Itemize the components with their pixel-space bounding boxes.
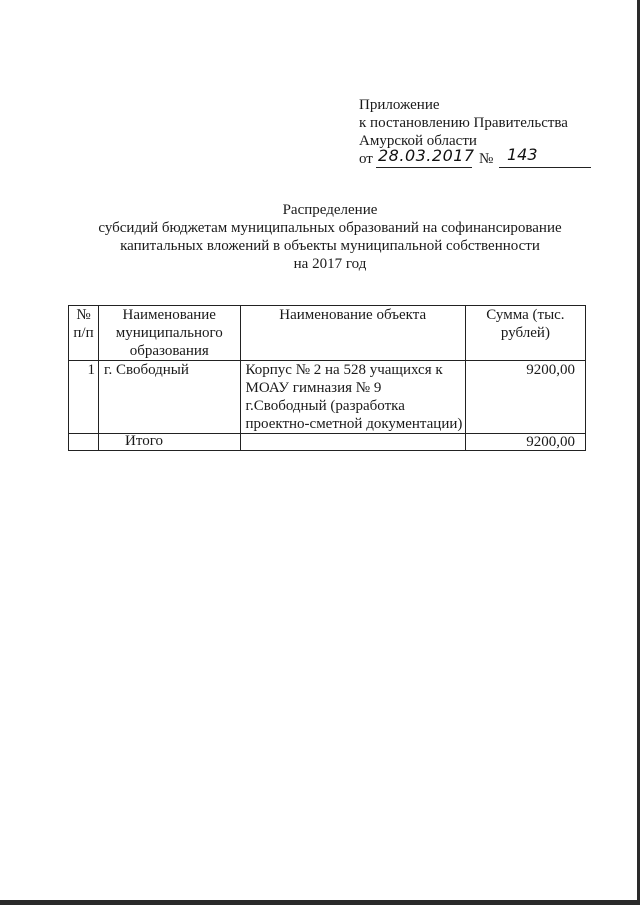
header-sum: Сумма (тыс. рублей) <box>465 306 585 361</box>
total-num-empty <box>69 434 99 451</box>
table-header-row <box>69 306 586 361</box>
heading-title: Распределение <box>282 202 378 218</box>
header-municipality: Наименование муниципального образования <box>99 306 241 361</box>
header-object: Наименование объекта <box>240 306 465 361</box>
row-num: 1 <box>69 361 99 434</box>
scan-edge-bottom <box>0 900 640 905</box>
appendix-block <box>359 96 568 170</box>
appendix-title: Приложение <box>359 97 440 113</box>
order-number-handwritten: 143 <box>507 145 538 164</box>
row-object: Корпус № 2 на 528 учащихся к МОАУ гимназия № 9 г.Свободный (разработка проектно-сметной документации) <box>240 361 465 434</box>
appendix-region: Амурской области <box>359 133 477 149</box>
order-number-sign: № <box>479 151 494 167</box>
heading-line-2: субсидий бюджетам муниципальных образований на софинансирование <box>98 220 562 236</box>
number-underline <box>499 167 591 168</box>
total-label: Итого <box>99 434 241 451</box>
table-total-row <box>69 434 586 451</box>
date-underline <box>376 167 472 168</box>
document-heading <box>60 201 600 273</box>
total-sum: 9200,00 <box>465 434 585 451</box>
row-municipality: г. Свободный <box>99 361 241 434</box>
appendix-resolution: к постановлению Правительства <box>359 115 568 131</box>
order-from-label: от <box>359 151 373 167</box>
row-sum: 9200,00 <box>465 361 585 434</box>
table-row <box>69 361 586 434</box>
heading-year: на 2017 год <box>293 256 367 272</box>
subsidy-table <box>68 305 586 451</box>
header-num: № п/п <box>69 306 99 361</box>
heading-line-3: капитальных вложений в объекты муниципальной собственности <box>120 238 540 254</box>
order-date-handwritten: 28.03.2017 <box>378 146 475 165</box>
total-object-empty <box>240 434 465 451</box>
order-line <box>359 145 568 170</box>
